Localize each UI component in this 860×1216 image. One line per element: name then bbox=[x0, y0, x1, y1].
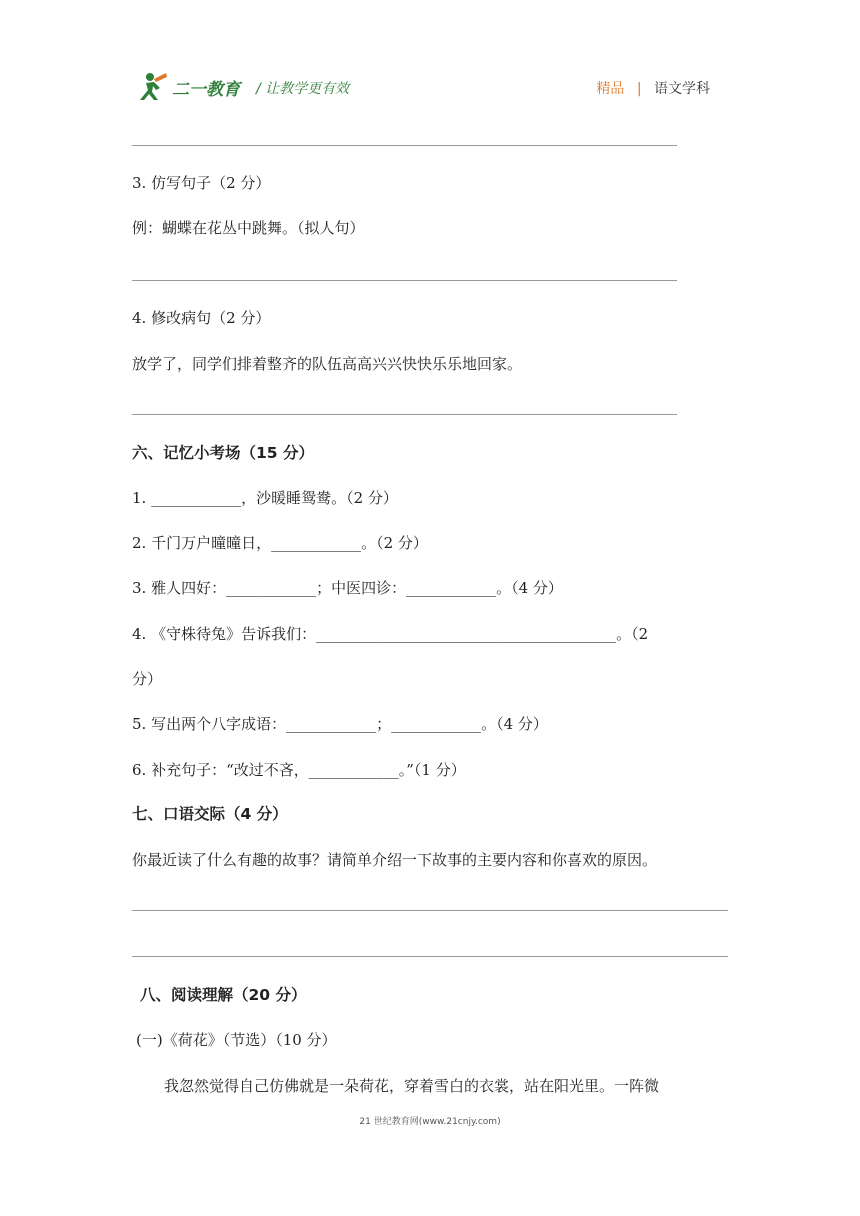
question-4-title: 4. 修改病句（2 分） bbox=[132, 309, 271, 327]
answer-line bbox=[132, 145, 677, 146]
section-6-title: 六、记忆小考场（15 分） bbox=[132, 444, 314, 462]
answer-line bbox=[132, 280, 677, 281]
runner-icon bbox=[140, 73, 167, 100]
question-3-title: 3. 仿写句子（2 分） bbox=[132, 174, 271, 192]
quality-label: 精品 bbox=[596, 81, 625, 97]
logo bbox=[136, 70, 248, 104]
section-7-prompt: 你最近读了什么有趣的故事？请简单介绍一下故事的主要内容和你喜欢的原因。 bbox=[132, 851, 658, 869]
section-7-title: 七、口语交际（4 分） bbox=[132, 805, 288, 823]
logo-text: 二一教育 bbox=[172, 80, 240, 100]
slogan: / 让教学更有效 bbox=[256, 81, 350, 97]
footer: 21 世纪教育网(www.21cnjy.com) bbox=[359, 1117, 501, 1127]
reading-subtitle: (一)《荷花》（节选）（10 分） bbox=[136, 1031, 337, 1049]
section-8-title: 八、阅读理解（20 分） bbox=[140, 986, 307, 1004]
memory-item-4-wrap: 分） bbox=[132, 670, 163, 688]
answer-line bbox=[132, 910, 728, 911]
memory-item-3: 3. 雅人四好：____________；中医四诊：____________。（4 分） bbox=[132, 579, 563, 597]
memory-item-6: 6. 补充句子：“改过不吝，____________。”（1 分） bbox=[132, 761, 466, 779]
header-right bbox=[596, 78, 710, 98]
answer-line bbox=[132, 414, 677, 415]
memory-item-1: 1. ____________，沙暖睡鸳鸯。（2 分） bbox=[132, 489, 398, 507]
question-3-example: 例：蝴蝶在花丛中跳舞。（拟人句） bbox=[132, 219, 365, 237]
memory-item-2: 2. 千门万户曈曈日，____________。（2 分） bbox=[132, 534, 428, 552]
header-divider: | bbox=[636, 81, 642, 97]
question-4-sentence: 放学了，同学们排着整齐的队伍高高兴兴快快乐乐地回家。 bbox=[132, 355, 523, 373]
page-header bbox=[0, 0, 860, 120]
answer-line bbox=[132, 956, 728, 957]
reading-paragraph: 我忽然觉得自己仿佛就是一朵荷花，穿着雪白的衣裳，站在阳光里。一阵微 bbox=[164, 1077, 660, 1095]
memory-item-4: 4. 《守株待兔》告诉我们：________________________________________。（2 bbox=[132, 625, 649, 643]
subject-label: 语文学科 bbox=[654, 81, 710, 97]
memory-item-5: 5. 写出两个八字成语：____________；____________。（4 分） bbox=[132, 715, 548, 733]
